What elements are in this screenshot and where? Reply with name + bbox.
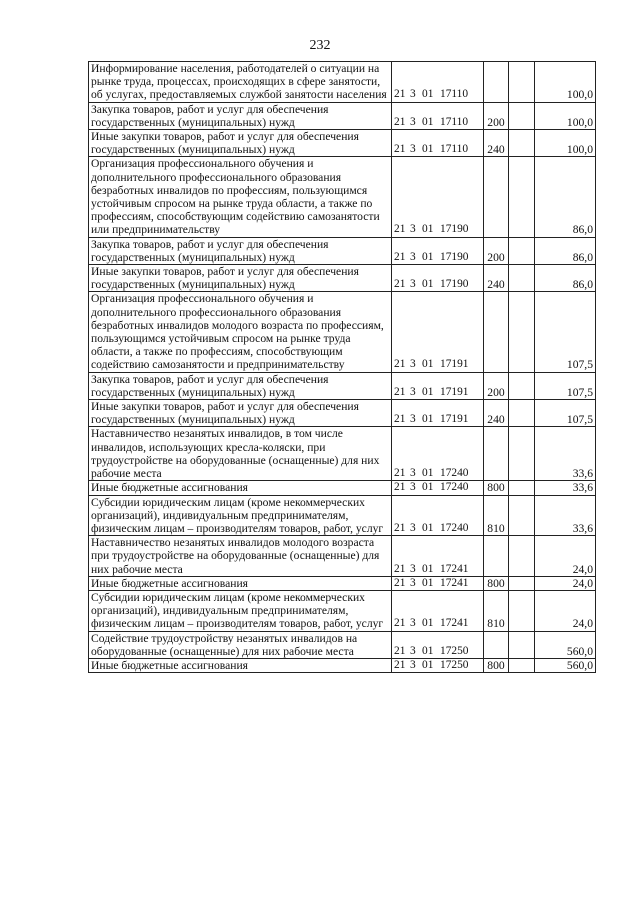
table-row: [89, 495, 596, 536]
code-om: 01: [422, 413, 434, 426]
row-name: Иные закупки товаров, работ и услуг для обеспечения государственных (муниципальных) нужд: [89, 400, 392, 427]
code-gp: 21: [394, 644, 406, 657]
row-expense-type: [484, 157, 509, 237]
code-gp: 21: [394, 278, 406, 291]
row-code: [392, 576, 484, 590]
row-code: [392, 400, 484, 427]
row-amount: 24,0: [535, 590, 596, 631]
code-pp: 3: [410, 88, 416, 101]
code-pp: 3: [410, 644, 416, 657]
code-pp: 3: [410, 562, 416, 575]
code-om: 01: [422, 223, 434, 236]
code-ns: 17241: [440, 562, 469, 575]
row-name: Организация профессионального обучения и дополнительного профессионального образования безработных инвалидов молодого возраста по профессиям, пользующимся устойчивым спросом на рынке труда области, а также по профессиям, способствующим содействию самозанятости и предпринимательству: [89, 292, 392, 372]
code-ns: 17241: [440, 617, 469, 630]
code-ns: 17191: [440, 385, 469, 398]
table-row: [89, 130, 596, 157]
code-gp: 21: [394, 88, 406, 101]
code-gp: 21: [394, 617, 406, 630]
code-pp: 3: [410, 413, 416, 426]
code-om: 01: [422, 278, 434, 291]
row-code: [392, 495, 484, 536]
code-pp: 3: [410, 481, 416, 494]
code-om: 01: [422, 385, 434, 398]
row-amount: 33,6: [535, 481, 596, 495]
row-expense-type: [484, 62, 509, 103]
code-gp: 21: [394, 658, 406, 671]
code-ns: 17110: [440, 115, 469, 128]
row-expense-type: 240: [484, 400, 509, 427]
code-gp: 21: [394, 562, 406, 575]
row-expense-type: [484, 631, 509, 658]
code-gp: 21: [394, 358, 406, 371]
code-om: 01: [422, 143, 434, 156]
row-code: [392, 427, 484, 481]
table-row: [89, 481, 596, 495]
code-om: 01: [422, 358, 434, 371]
table-row: [89, 372, 596, 399]
row-name: Закупка товаров, работ и услуг для обеспечения государственных (муниципальных) нужд: [89, 102, 392, 129]
row-blank-cell: [509, 62, 535, 103]
code-pp: 3: [410, 223, 416, 236]
row-name: Содействие трудоустройству незанятых инвалидов на оборудованные (оснащенные) для них рабочие места: [89, 631, 392, 658]
code-gp: 21: [394, 467, 406, 480]
row-blank-cell: [509, 536, 535, 577]
row-expense-type: 800: [484, 576, 509, 590]
row-expense-type: 810: [484, 495, 509, 536]
row-code: [392, 372, 484, 399]
row-code: [392, 130, 484, 157]
code-pp: 3: [410, 617, 416, 630]
row-code: [392, 658, 484, 672]
code-pp: 3: [410, 385, 416, 398]
row-code: [392, 631, 484, 658]
code-gp: 21: [394, 385, 406, 398]
code-om: 01: [422, 644, 434, 657]
row-name: Наставничество незанятых инвалидов молодого возраста при трудоустройстве на оборудованные (оснащенные) для них рабочие места: [89, 536, 392, 577]
table-row: [89, 62, 596, 103]
code-om: 01: [422, 521, 434, 534]
row-expense-type: [484, 427, 509, 481]
table-row: [89, 157, 596, 237]
table-row: [89, 658, 596, 672]
row-code: [392, 102, 484, 129]
table-row: [89, 576, 596, 590]
table-row: [89, 237, 596, 264]
row-code: [392, 157, 484, 237]
row-name: Иные закупки товаров, работ и услуг для обеспечения государственных (муниципальных) нужд: [89, 130, 392, 157]
table-row: [89, 536, 596, 577]
row-name: Иные бюджетные ассигнования: [89, 658, 392, 672]
row-blank-cell: [509, 590, 535, 631]
code-gp: 21: [394, 223, 406, 236]
row-amount: 86,0: [535, 157, 596, 237]
table-row: [89, 631, 596, 658]
row-expense-type: 200: [484, 372, 509, 399]
row-name: Иные бюджетные ассигнования: [89, 576, 392, 590]
row-name: Иные закупки товаров, работ и услуг для обеспечения государственных (муниципальных) нужд: [89, 265, 392, 292]
row-blank-cell: [509, 265, 535, 292]
row-expense-type: 240: [484, 265, 509, 292]
code-om: 01: [422, 467, 434, 480]
row-code: [392, 265, 484, 292]
code-om: 01: [422, 617, 434, 630]
code-pp: 3: [410, 576, 416, 589]
code-ns: 17240: [440, 521, 469, 534]
row-expense-type: 800: [484, 481, 509, 495]
row-name: Иные бюджетные ассигнования: [89, 481, 392, 495]
row-name: Закупка товаров, работ и услуг для обеспечения государственных (муниципальных) нужд: [89, 372, 392, 399]
row-name: Субсидии юридическим лицам (кроме некоммерческих организаций), индивидуальным предпринимателям, физическим лицам – производителям товаров, работ, услуг: [89, 590, 392, 631]
row-expense-type: 800: [484, 658, 509, 672]
row-amount: 107,5: [535, 292, 596, 372]
code-pp: 3: [410, 658, 416, 671]
row-amount: 560,0: [535, 658, 596, 672]
code-ns: 17190: [440, 250, 469, 263]
code-ns: 17190: [440, 223, 469, 236]
code-gp: 21: [394, 413, 406, 426]
row-amount: 100,0: [535, 102, 596, 129]
row-code: [392, 237, 484, 264]
code-ns: 17241: [440, 576, 469, 589]
row-blank-cell: [509, 400, 535, 427]
code-pp: 3: [410, 358, 416, 371]
table-row: [89, 400, 596, 427]
row-name: Информирование населения, работодателей о ситуации на рынке труда, процессах, происходящих в сфере занятости, об услугах, предоставляемых службой занятости населения: [89, 62, 392, 103]
row-amount: 86,0: [535, 237, 596, 264]
code-om: 01: [422, 658, 434, 671]
row-blank-cell: [509, 495, 535, 536]
code-gp: 21: [394, 521, 406, 534]
row-amount: 560,0: [535, 631, 596, 658]
row-amount: 24,0: [535, 536, 596, 577]
row-code: [392, 536, 484, 577]
code-ns: 17240: [440, 467, 469, 480]
row-expense-type: [484, 536, 509, 577]
code-gp: 21: [394, 250, 406, 263]
row-blank-cell: [509, 130, 535, 157]
row-amount: 24,0: [535, 576, 596, 590]
row-expense-type: 200: [484, 237, 509, 264]
code-ns: 17110: [440, 88, 469, 101]
row-expense-type: 200: [484, 102, 509, 129]
code-ns: 17250: [440, 644, 469, 657]
table-row: [89, 102, 596, 129]
code-ns: 17190: [440, 278, 469, 291]
code-gp: 21: [394, 115, 406, 128]
code-ns: 17110: [440, 143, 469, 156]
row-amount: 33,6: [535, 427, 596, 481]
row-blank-cell: [509, 292, 535, 372]
code-ns: 17250: [440, 658, 469, 671]
row-amount: 100,0: [535, 62, 596, 103]
code-gp: 21: [394, 481, 406, 494]
code-om: 01: [422, 250, 434, 263]
row-blank-cell: [509, 658, 535, 672]
row-amount: 100,0: [535, 130, 596, 157]
row-blank-cell: [509, 157, 535, 237]
table-row: [89, 427, 596, 481]
row-code: [392, 292, 484, 372]
code-ns: 17191: [440, 358, 469, 371]
code-ns: 17191: [440, 413, 469, 426]
row-blank-cell: [509, 237, 535, 264]
row-blank-cell: [509, 576, 535, 590]
row-blank-cell: [509, 427, 535, 481]
code-pp: 3: [410, 115, 416, 128]
code-pp: 3: [410, 250, 416, 263]
row-code: [392, 590, 484, 631]
row-blank-cell: [509, 481, 535, 495]
row-blank-cell: [509, 631, 535, 658]
row-blank-cell: [509, 372, 535, 399]
row-name: Наставничество незанятых инвалидов, в том числе инвалидов, использующих кресла-коляски, при трудоустройстве на оборудованные (оснащенные) для них рабочие места: [89, 427, 392, 481]
table-row: [89, 265, 596, 292]
row-code: [392, 62, 484, 103]
row-name: Субсидии юридическим лицам (кроме некоммерческих организаций), индивидуальным предпринимателям, физическим лицам – производителям товаров, работ, услуг: [89, 495, 392, 536]
code-gp: 21: [394, 576, 406, 589]
code-pp: 3: [410, 143, 416, 156]
code-gp: 21: [394, 143, 406, 156]
code-pp: 3: [410, 278, 416, 291]
budget-table: [88, 61, 596, 673]
row-amount: 86,0: [535, 265, 596, 292]
row-name: Закупка товаров, работ и услуг для обеспечения государственных (муниципальных) нужд: [89, 237, 392, 264]
code-om: 01: [422, 115, 434, 128]
table-row: [89, 292, 596, 372]
code-pp: 3: [410, 521, 416, 534]
code-om: 01: [422, 576, 434, 589]
budget-table-body: [89, 62, 596, 673]
row-amount: 107,5: [535, 400, 596, 427]
row-expense-type: [484, 292, 509, 372]
row-blank-cell: [509, 102, 535, 129]
row-expense-type: 810: [484, 590, 509, 631]
page-number: 232: [309, 38, 331, 53]
row-expense-type: 240: [484, 130, 509, 157]
table-row: [89, 590, 596, 631]
row-amount: 33,6: [535, 495, 596, 536]
code-om: 01: [422, 88, 434, 101]
row-name: Организация профессионального обучения и дополнительного профессионального образования безработных инвалидов по профессиям, пользующимся устойчивым спросом на рынке труда области, а также по профессиям, способствующим содействию самозанятости или предпринимательству: [89, 157, 392, 237]
code-om: 01: [422, 562, 434, 575]
code-ns: 17240: [440, 481, 469, 494]
row-code: [392, 481, 484, 495]
code-pp: 3: [410, 467, 416, 480]
row-amount: 107,5: [535, 372, 596, 399]
code-om: 01: [422, 481, 434, 494]
